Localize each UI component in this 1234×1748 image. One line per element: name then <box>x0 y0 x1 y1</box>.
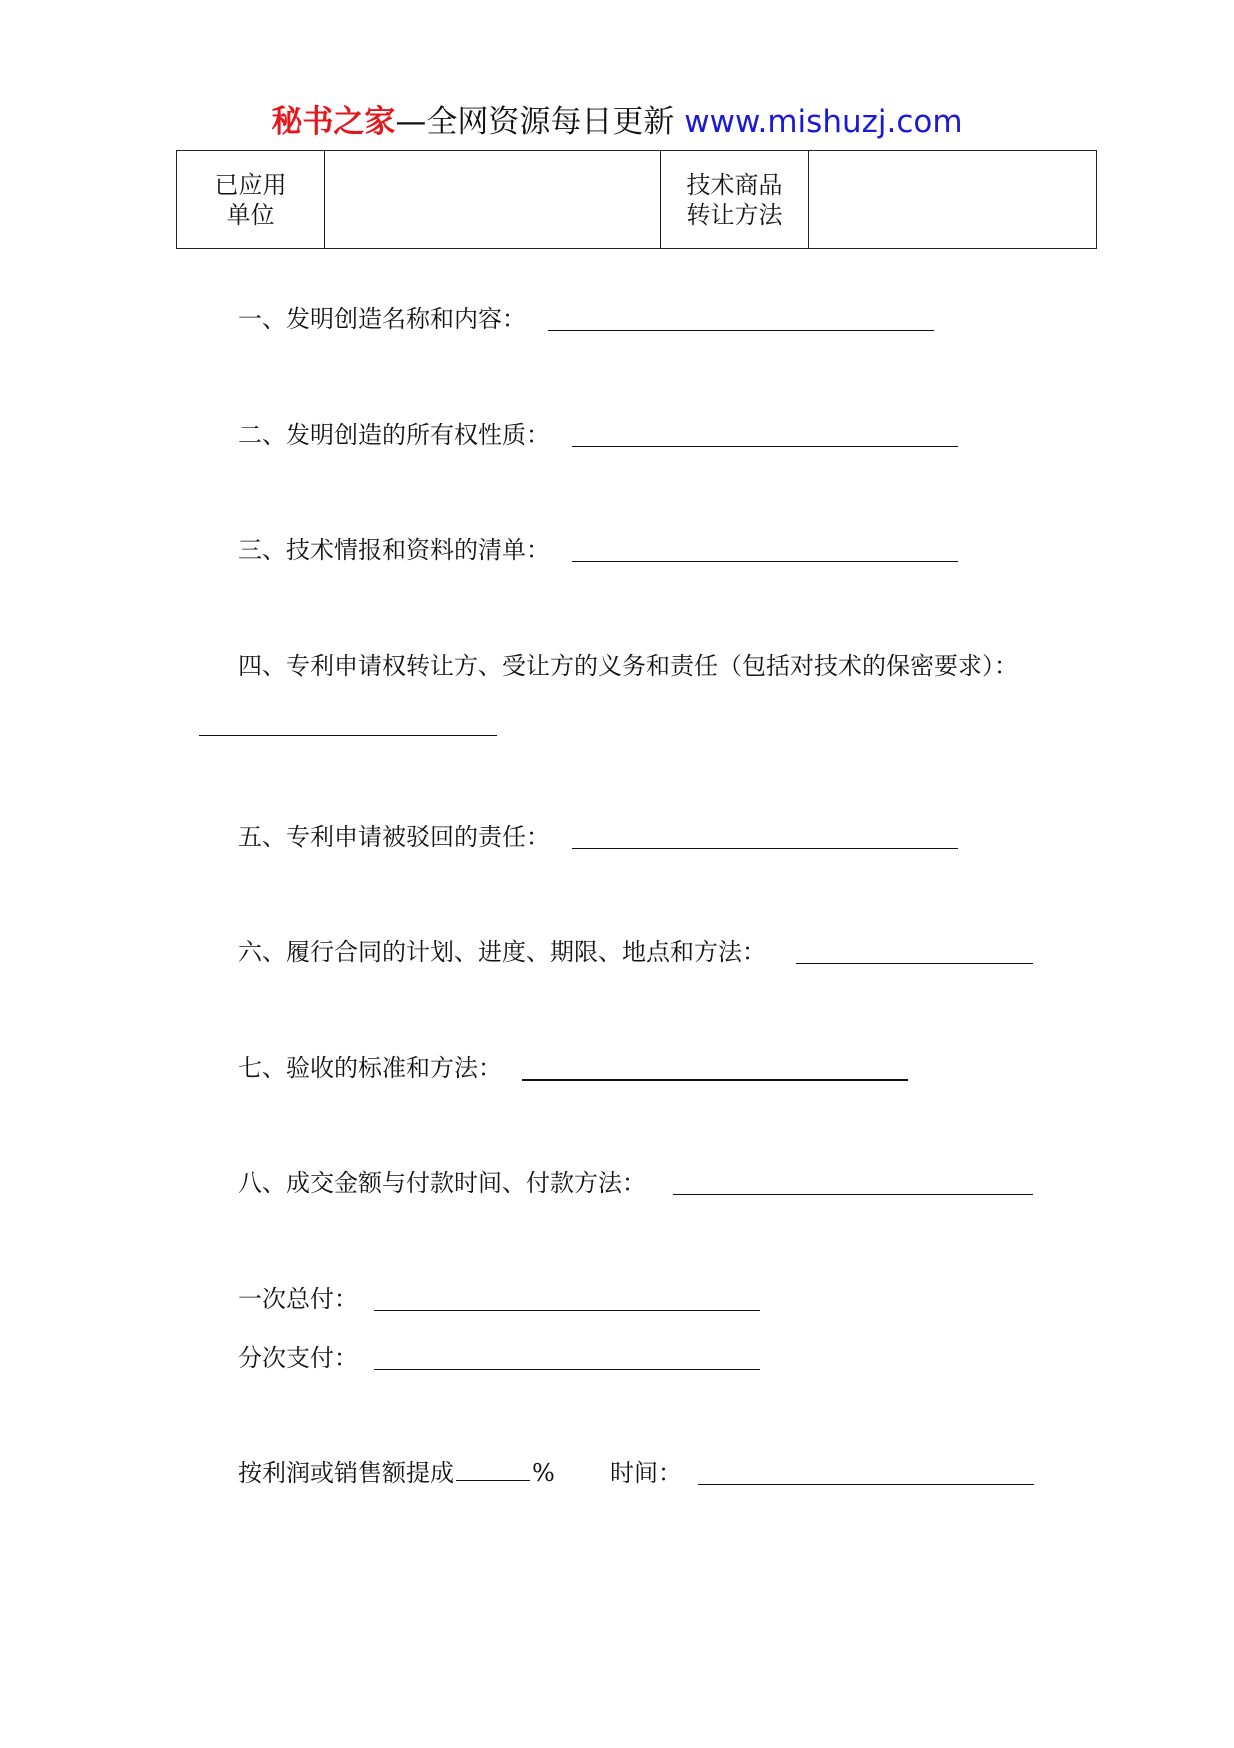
section-8-label: 八、成交金额与付款时间、付款方法： <box>238 1169 646 1197</box>
section-1-label: 一、发明创造名称和内容： <box>238 305 526 333</box>
time-label: 时间： <box>610 1459 682 1487</box>
percent-sign: % <box>532 1459 555 1487</box>
transfer-method-field[interactable] <box>809 151 1097 249</box>
lump-sum-label: 一次总付： <box>238 1285 358 1313</box>
section-3-blank[interactable] <box>572 561 958 562</box>
time-blank[interactable] <box>698 1484 1034 1485</box>
brand-name: 秘书之家 <box>271 104 396 140</box>
header-slogan: —全网资源每日更新 <box>395 104 685 140</box>
applied-unit-label <box>177 151 325 249</box>
section-7-label: 七、验收的标准和方法： <box>238 1054 502 1082</box>
transfer-method-label-line1: 技术商品 <box>686 170 783 199</box>
site-url-link[interactable]: www.mishuzj.com <box>684 104 963 140</box>
section-5-blank[interactable] <box>572 848 958 849</box>
section-2-blank[interactable] <box>572 446 958 447</box>
installments-label: 分次支付： <box>238 1344 358 1372</box>
info-table <box>176 150 1097 249</box>
commission-line <box>238 1458 555 1488</box>
commission-label: 按利润或销售额提成 <box>238 1459 454 1487</box>
section-4-label: 四、专利申请权转让方、受让方的义务和责任（包括对技术的保密要求）： <box>238 652 1018 680</box>
commission-percent-blank[interactable] <box>456 1458 530 1481</box>
lump-sum-blank[interactable] <box>374 1310 760 1311</box>
section-3-label: 三、技术情报和资料的清单： <box>238 536 550 564</box>
section-8-blank[interactable] <box>673 1194 1033 1195</box>
section-2-label: 二、发明创造的所有权性质： <box>238 421 550 449</box>
site-header <box>0 102 1234 142</box>
table-row <box>177 151 1097 249</box>
applied-unit-field[interactable] <box>325 151 661 249</box>
section-6-blank[interactable] <box>796 963 1033 964</box>
transfer-method-label <box>661 151 809 249</box>
transfer-method-label-line2: 转让方法 <box>686 200 783 229</box>
section-6-label: 六、履行合同的计划、进度、期限、地点和方法： <box>238 938 766 966</box>
section-1-blank[interactable] <box>548 330 934 331</box>
applied-unit-label-line2: 单位 <box>226 200 275 229</box>
applied-unit-label-line1: 已应用 <box>214 170 287 199</box>
section-7-blank[interactable] <box>522 1079 908 1081</box>
section-5-label: 五、专利申请被驳回的责任： <box>238 823 550 851</box>
installments-blank[interactable] <box>374 1369 760 1370</box>
section-4-blank[interactable] <box>199 735 497 736</box>
